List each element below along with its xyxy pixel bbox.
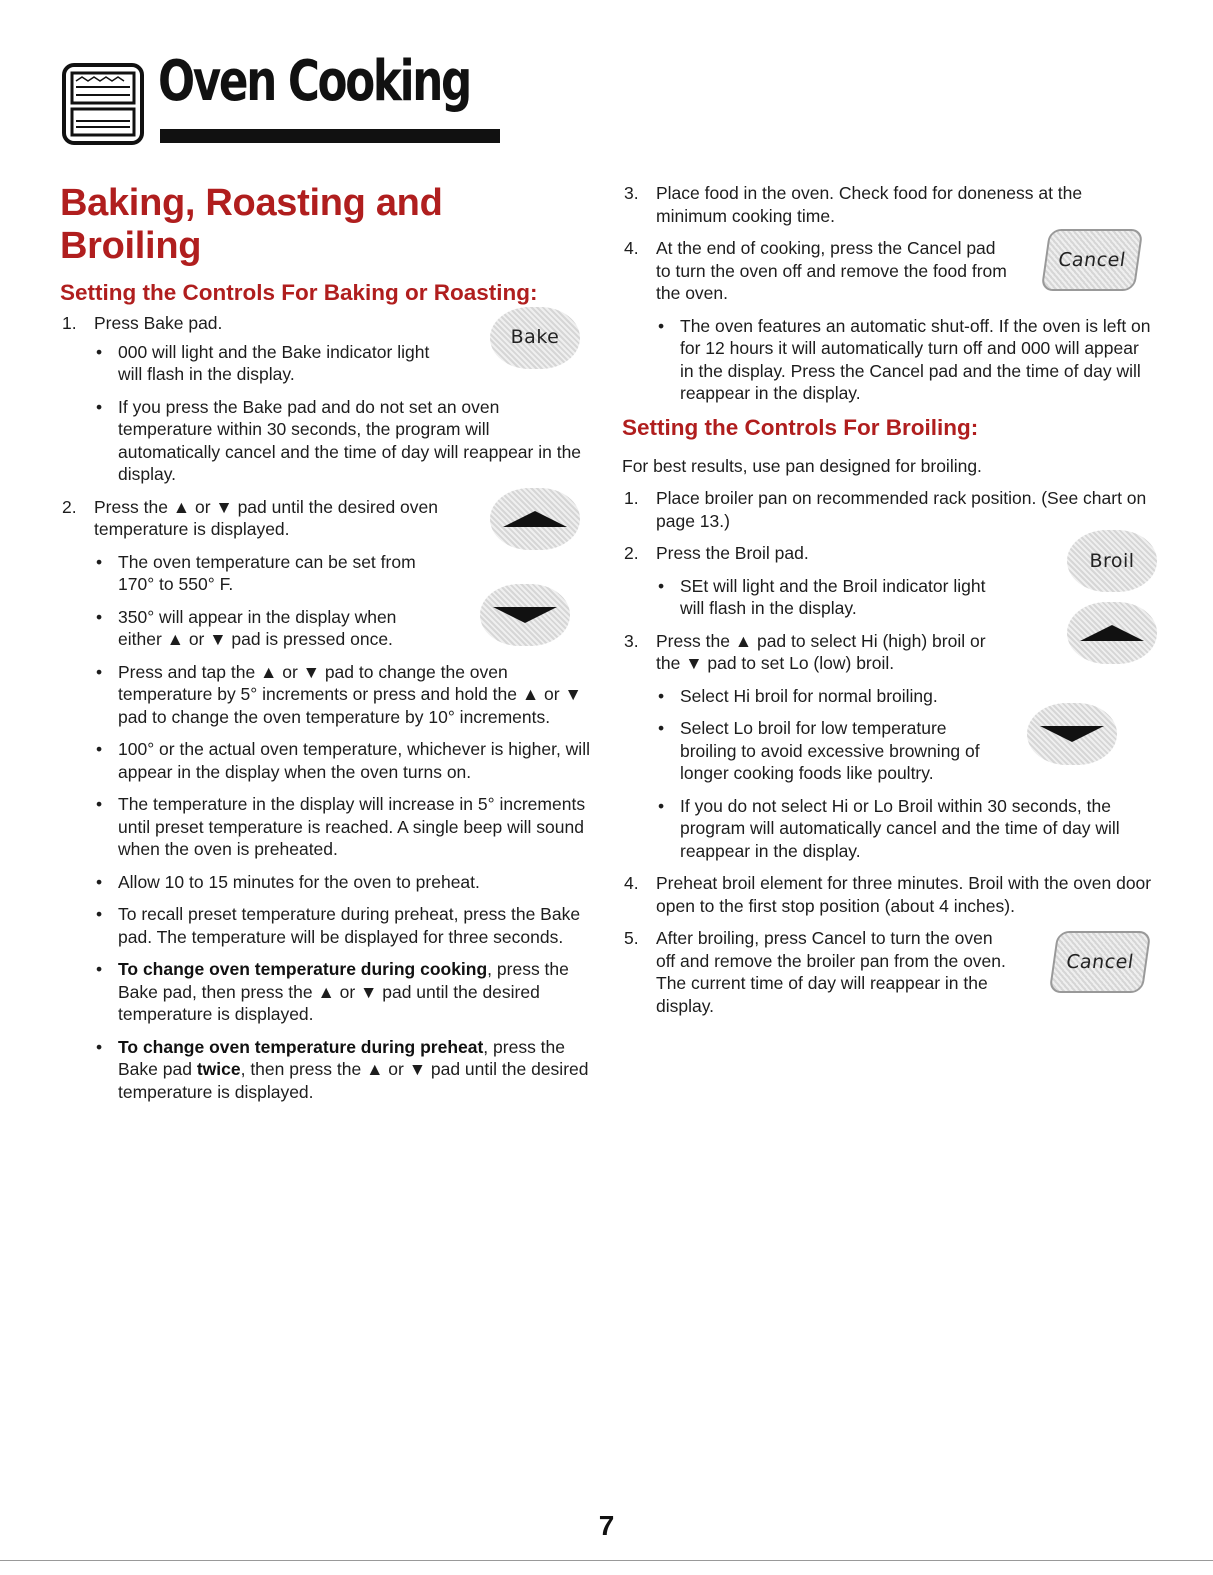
right-column — [622, 182, 1157, 1027]
bullet-dot: • — [96, 551, 103, 572]
step-text: Preheat broil element for three minutes. Broil with the oven door open to the first stop position (about 4 inches). — [656, 873, 1152, 916]
step-text: Press the ▲ pad to select Hi (high) broil or the ▼ pad to set Lo (low) broil. — [656, 630, 986, 673]
broiling-bullet — [622, 795, 1157, 863]
step-number: 5. — [624, 928, 639, 948]
baking-bullet — [60, 738, 590, 783]
broiling-step-1 — [622, 487, 1157, 532]
step-number: 2. — [624, 543, 639, 563]
page-number: 7 — [598, 1510, 615, 1541]
broiling-heading: Setting the Controls For Broiling: — [622, 414, 979, 440]
step-number: 4. — [624, 238, 639, 258]
bullet-text: If you do not select Hi or Lo Broil within 30 seconds, the program will automatically cancel and the time of day will reappear in the display. — [680, 795, 1120, 861]
bottom-rule — [0, 1560, 1213, 1561]
step-text: Press Bake pad. — [94, 313, 223, 333]
baking-bullet — [60, 871, 590, 894]
bold-text: twice — [196, 1059, 241, 1079]
bullet-text: Press and tap the ▲ or ▼ pad to change the oven temperature by 5° increments or press and hold the ▲ or ▼ pad to change the oven temperature by 10° increments. — [118, 661, 582, 727]
bullet-text: , press the Bake pad — [118, 1036, 566, 1079]
step-text: Press the ▲ or ▼ pad until the desired oven temperature is displayed. — [94, 496, 438, 539]
bullet-text: Select Lo broil for low temperature broiling to avoid excessive browning of longer cooking foods like poultry. — [680, 718, 980, 783]
baking-bullet — [60, 606, 590, 651]
bullet-dot: • — [96, 661, 103, 682]
bullet-text: , press the Bake pad, then press the ▲ or ▼ pad until the desired temperature is displayed. — [118, 959, 569, 1024]
bullet-dot: • — [96, 396, 103, 417]
bullet-dot: • — [96, 606, 103, 627]
bold-text: To change oven temperature during preheat — [118, 1036, 484, 1057]
bullet-dot: • — [658, 575, 665, 596]
broiling-intro — [622, 455, 1157, 478]
bullet-text: The temperature in the display will increase in 5° increments until preset temperature is reached. A single beep will sound when the oven is preheated. — [118, 794, 586, 859]
step-text: At the end of cooking, press the Cancel pad to turn the oven off and remove the food from the oven. — [656, 238, 1007, 303]
step-number: 3. — [624, 630, 639, 651]
broiling-step-2 — [622, 542, 1157, 572]
bullet-dot: • — [96, 739, 103, 759]
bullet-text: , then press the ▲ or ▼ pad until the desired temperature is displayed. — [118, 1059, 589, 1102]
step-text: Place broiler pan on recommended rack position. (See chart on page 13.) — [656, 488, 1147, 531]
baking-bullet — [60, 326, 590, 386]
step-text: After broiling, press Cancel to turn the oven off and remove the broiler pan from the oven. The current time of day will reappear in the display. — [656, 928, 1006, 1016]
step-number: 2. — [62, 496, 77, 517]
baking-step-4 — [622, 237, 1157, 305]
bullet-text: SEt will light and the Broil indicator light will flash in the display. — [680, 575, 986, 618]
page-header — [60, 49, 470, 155]
step-number: 1. — [62, 313, 77, 333]
bake-pad-icon — [490, 307, 580, 369]
page-title: Baking, Roasting and Broiling — [60, 182, 443, 267]
broiling-step-3 — [622, 630, 1157, 675]
baking-bullet — [60, 958, 590, 1026]
bullet-dot: • — [658, 718, 665, 738]
cancel-pad-icon — [1041, 229, 1144, 291]
bullet-dot: • — [96, 904, 103, 924]
step-number: 1. — [624, 488, 639, 508]
bullet-text: The oven temperature can be set from 170° to 550° F. — [118, 551, 416, 594]
baking-bullet — [622, 315, 1157, 405]
baking-bullet — [60, 793, 590, 861]
broiling-step-4 — [622, 872, 1157, 917]
left-column — [60, 182, 590, 1113]
bullet-text: To recall preset temperature during preheat, press the Bake pad. The temperature will be displayed for three seconds. — [118, 904, 581, 947]
down-arrow-pad-icon — [480, 584, 570, 646]
bold-text: To change oven temperature during cooking — [118, 959, 488, 979]
oven-icon — [60, 61, 146, 147]
step-text: Place food in the oven. Check food for doneness at the minimum cooking time. — [656, 183, 1083, 226]
baking-bullet — [60, 903, 590, 948]
intro-text: For best results, use pan designed for broiling. — [622, 455, 982, 476]
step-number: 3. — [624, 183, 639, 203]
baking-step-3 — [622, 182, 1157, 227]
step-number: 4. — [624, 873, 639, 893]
baking-heading: Setting the Controls For Baking or Roasting: — [60, 280, 538, 305]
header-rule — [160, 129, 500, 143]
bullet-dot: • — [96, 1036, 103, 1057]
baking-bullet — [60, 661, 590, 729]
up-arrow-pad-icon — [490, 488, 580, 550]
cancel-pad-label: Cancel — [1064, 950, 1136, 973]
baking-bullet — [60, 1036, 590, 1104]
bullet-text: The oven features an automatic shut-off. If the oven is left on for 12 hours it will automatically turn off and 000 will appear in the display. Press the Cancel pad and the time of day will reappear in the display. — [680, 315, 1151, 403]
bullet-text: 000 will light and the Bake indicator light will flash in the display. — [118, 341, 430, 384]
broiling-bullet — [622, 717, 1157, 785]
bullet-text: 350° will appear in the display when either ▲ or ▼ pad is pressed once. — [118, 606, 397, 649]
up-arrow-pad-icon — [1067, 602, 1157, 664]
bullet-text: Select Hi broil for normal broiling. — [680, 685, 938, 706]
step-text: Press the Broil pad. — [656, 543, 809, 563]
bullet-dot: • — [658, 795, 665, 816]
cancel-pad-label: Cancel — [1056, 248, 1128, 271]
broiling-step-5 — [622, 927, 1157, 1017]
baking-step-2 — [60, 496, 590, 541]
bullet-dot: • — [96, 871, 103, 892]
bullet-dot: • — [658, 685, 665, 706]
bullet-text: Allow 10 to 15 minutes for the oven to preheat. — [118, 871, 480, 892]
bake-pad-label: Bake — [510, 326, 560, 349]
down-arrow-pad-icon — [1027, 703, 1117, 765]
bullet-dot: • — [658, 315, 665, 336]
bullet-text: If you press the Bake pad and do not set an oven temperature within 30 seconds, the program will automatically cancel and the time of day will reappear in the display. — [118, 396, 582, 484]
broil-pad-label: Broil — [1089, 549, 1135, 572]
bullet-text: 100° or the actual oven temperature, whichever is higher, will appear in the display when the oven turns on. — [118, 739, 590, 782]
bullet-dot: • — [96, 794, 103, 814]
header-title: Oven Cooking — [158, 49, 470, 114]
bullet-dot: • — [96, 959, 103, 979]
bullet-dot: • — [96, 341, 103, 362]
cancel-pad-icon — [1049, 931, 1152, 993]
baking-bullet — [60, 396, 590, 486]
